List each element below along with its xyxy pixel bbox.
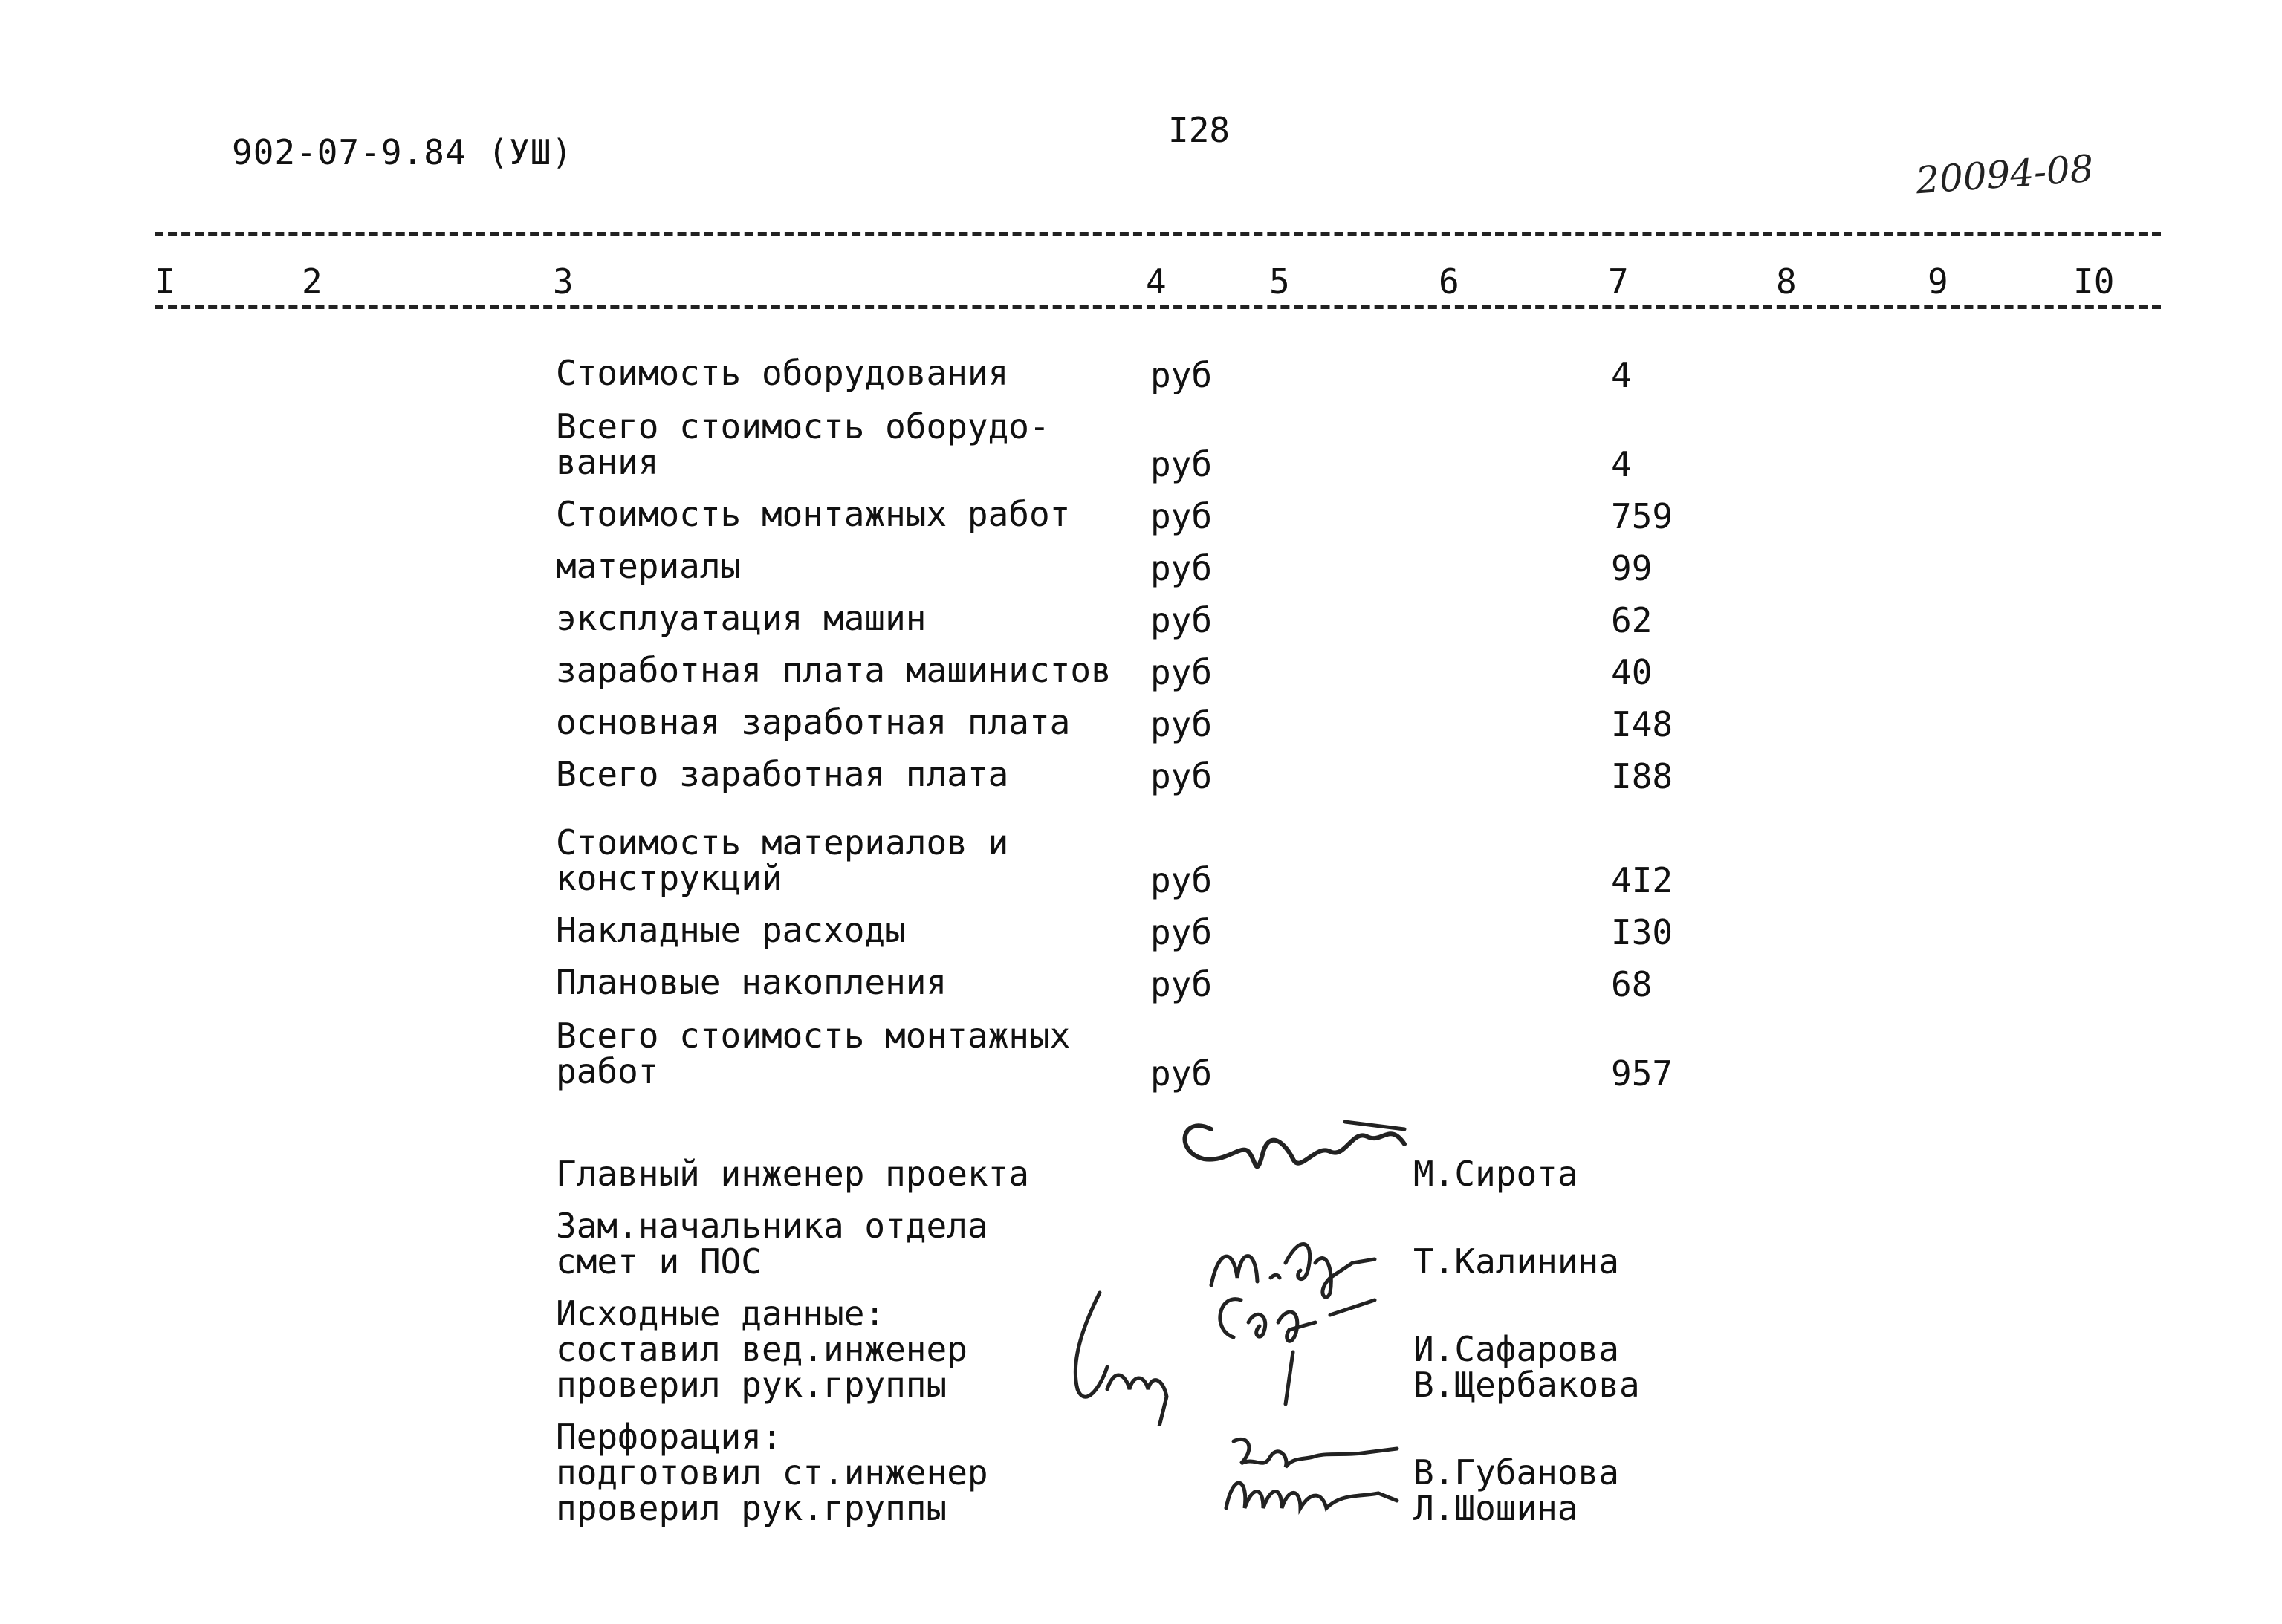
column-number-7: 7: [1608, 262, 1629, 302]
handwritten-signature: [1219, 1426, 1419, 1530]
row-unit: руб: [1150, 496, 1213, 536]
column-number-1: I: [155, 262, 175, 302]
column-number-2: 2: [302, 262, 322, 302]
row-label: Накладные расходы: [556, 910, 906, 950]
column-number-10: I0: [2073, 262, 2115, 302]
row-unit: руб: [1150, 548, 1213, 588]
row-unit: руб: [1150, 1053, 1213, 1094]
row-value: 759: [1611, 496, 1673, 536]
row-value: 4: [1611, 355, 1632, 395]
row-value: 957: [1611, 1053, 1673, 1094]
signatory-role: Главный инженер проекта: [556, 1154, 1029, 1194]
row-value: I48: [1611, 704, 1673, 744]
row-unit: руб: [1150, 912, 1213, 952]
row-label: заработная плата машинистов: [556, 650, 1112, 690]
row-label: Плановые накопления: [556, 962, 947, 1002]
row-label: Всего заработная плата: [556, 754, 1009, 794]
column-number-4: 4: [1146, 262, 1167, 302]
row-label: основная заработная плата: [556, 702, 1071, 742]
signatory-role: Исходные данные: составил вед.инженер проверил рук.группы: [556, 1293, 967, 1405]
row-unit: руб: [1150, 756, 1213, 796]
row-value: 4I2: [1611, 860, 1673, 900]
row-label: эксплуатация машин: [556, 598, 927, 638]
handwritten-signature: [1211, 1278, 1390, 1412]
row-unit: руб: [1150, 704, 1213, 744]
row-value: 4: [1611, 444, 1632, 484]
header-bottom-rule: [155, 305, 2161, 309]
column-number-5: 5: [1269, 262, 1290, 302]
row-label: Стоимость оборудования: [556, 353, 1009, 393]
row-value: I30: [1611, 912, 1673, 952]
handwritten-signature: [1055, 1278, 1204, 1426]
row-unit: руб: [1150, 964, 1213, 1004]
row-unit: руб: [1150, 600, 1213, 640]
handwritten-signature: [1167, 1100, 1419, 1211]
column-number-9: 9: [1928, 262, 1948, 302]
row-value: 99: [1611, 548, 1653, 588]
column-number-6: 6: [1439, 262, 1459, 302]
row-label: материалы: [556, 546, 742, 586]
row-unit: руб: [1150, 444, 1213, 484]
signatory-name: В.Губанова Л.Шошина: [1413, 1452, 1619, 1528]
header-top-rule: [155, 232, 2161, 236]
row-label: Всего стоимость оборудо- вания: [556, 406, 1050, 482]
row-unit: руб: [1150, 652, 1213, 692]
row-value: 68: [1611, 964, 1653, 1004]
row-label: Стоимость материалов и конструкций: [556, 822, 1009, 898]
signatory-role: Зам.начальника отдела смет и ПОС: [556, 1206, 988, 1282]
row-unit: руб: [1150, 860, 1213, 900]
column-number-3: 3: [553, 262, 574, 302]
row-value: I88: [1611, 756, 1673, 796]
row-label: Всего стоимость монтажных работ: [556, 1016, 1071, 1091]
document-code: 902-07-9.84 (УШ): [232, 132, 574, 172]
row-value: 62: [1611, 600, 1653, 640]
row-unit: руб: [1150, 355, 1213, 395]
handwritten-number: 20094-08: [1914, 146, 2095, 203]
signatory-role: Перфорация: подготовил ст.инженер проверил рук.группы: [556, 1417, 988, 1528]
signatory-name: И.Сафарова В.Щербакова: [1413, 1329, 1640, 1405]
signatory-name: Т.Калинина: [1413, 1241, 1619, 1282]
row-value: 40: [1611, 652, 1653, 692]
page-number: I28: [1168, 110, 1231, 150]
row-label: Стоимость монтажных работ: [556, 494, 1071, 534]
column-number-8: 8: [1776, 262, 1797, 302]
signatory-name: М.Сирота: [1413, 1154, 1578, 1194]
